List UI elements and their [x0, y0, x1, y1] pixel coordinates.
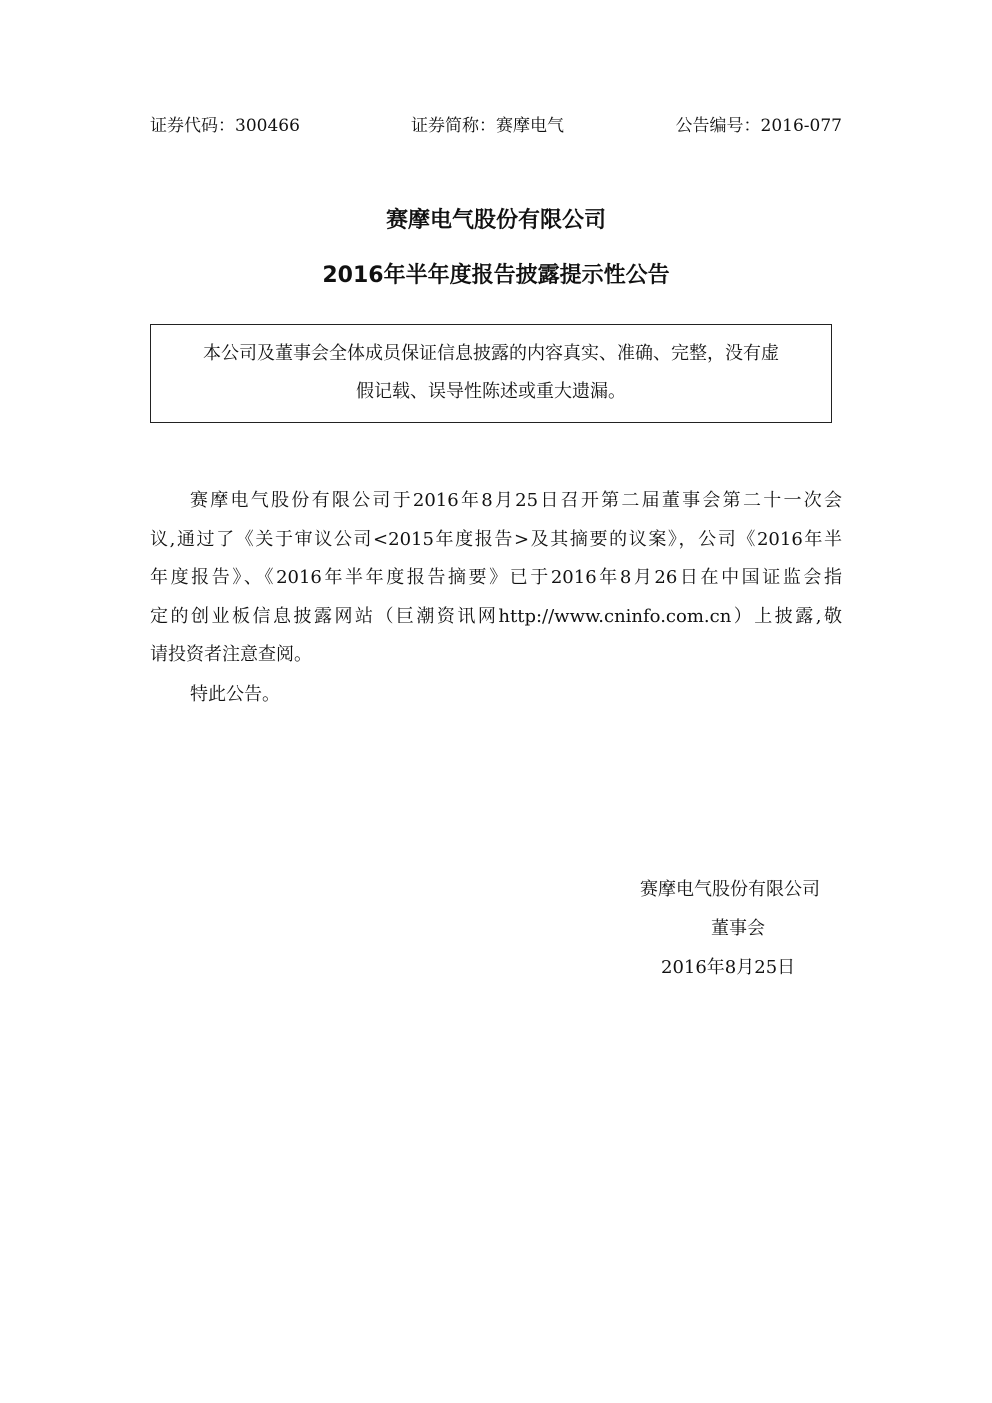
statement-line-1: 本公司及董事会全体成员保证信息披露的内容真实、准确、完整，没有虚	[203, 343, 779, 364]
body-line-3: 年度报告》、《2016年半年度报告摘要》已于2016年8月26日在中国证监会指	[150, 567, 842, 588]
signature-date: 2016年8月25日	[661, 957, 796, 978]
announcement-body	[150, 482, 842, 675]
disclosure-statement-box	[150, 324, 832, 423]
signature-board: 董事会	[711, 918, 765, 939]
company-title: 赛摩电气股份有限公司	[385, 208, 606, 233]
closing-remark: 特此公告。	[190, 684, 280, 705]
signature-company: 赛摩电气股份有限公司	[640, 879, 820, 900]
announcement-number: 公告编号：2016-077	[675, 116, 842, 136]
announcement-title: 2016年半年度报告披露提示性公告	[322, 263, 670, 288]
body-line-1: 赛摩电气股份有限公司于2016年8月25日召开第二届董事会第二十一次会	[190, 490, 842, 511]
body-line-2: 议,通过了《关于审议公司<2015年度报告>及其摘要的议案》，公司《2016年半	[150, 528, 842, 550]
document-header	[150, 111, 842, 139]
statement-line-2: 假记载、误导性陈述或重大遗漏。	[356, 381, 626, 402]
body-line-4: 定的创业板信息披露网站（巨潮资讯网http://www.cninfo.com.cn）上披露,敬	[150, 605, 842, 627]
stock-abbreviation: 证券简称：赛摩电气	[411, 116, 564, 136]
stock-code: 证券代码：300466	[150, 116, 300, 136]
body-line-5: 请投资者注意查阅。	[150, 644, 312, 665]
